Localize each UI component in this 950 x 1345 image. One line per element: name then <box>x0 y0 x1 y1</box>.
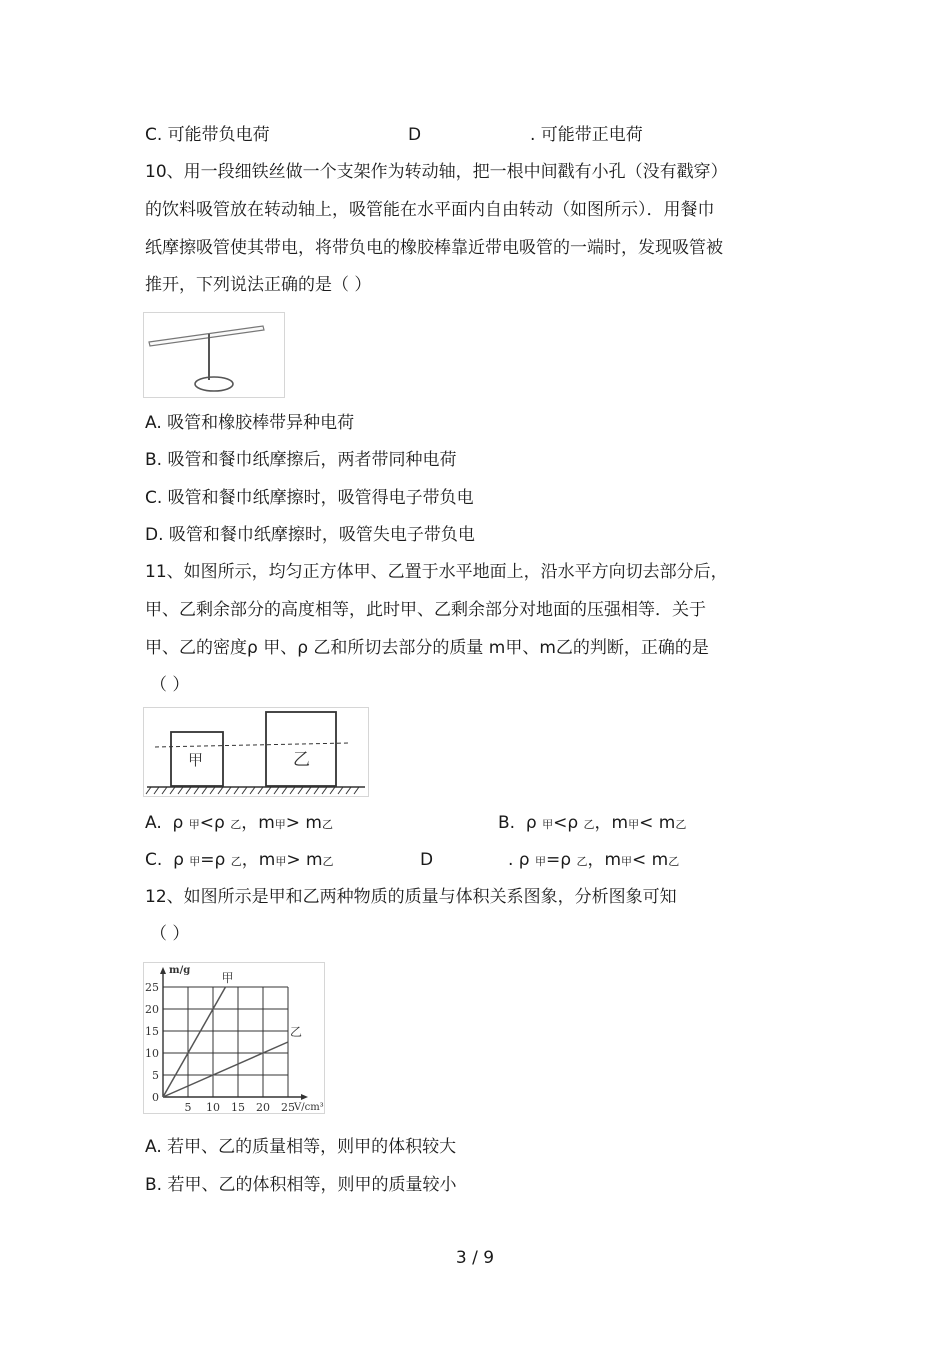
q11-option-a: A. ρ 甲<ρ 乙，m甲> m乙 <box>145 813 333 833</box>
series-line-yi <box>163 1042 288 1097</box>
straw-shape <box>149 326 264 346</box>
q10-stem-line-3: 纸摩擦吸管使其带电，将带负电的橡胶棒靠近带电吸管的一端时，发现吸管被 <box>145 238 723 258</box>
x-axis-arrow <box>301 1094 308 1100</box>
q9-option-c: C. 可能带负电荷 <box>145 125 270 145</box>
q9-option-d-text: . 可能带正电荷 <box>530 125 643 145</box>
x-tick-label: 15 <box>231 1101 245 1114</box>
q9-option-d-letter: D <box>408 125 422 145</box>
pivot-base <box>195 377 233 391</box>
x-tick-label: 10 <box>206 1101 220 1114</box>
cube-jia-label: 甲 <box>188 751 204 769</box>
q11-option-d-letter: D <box>420 850 434 870</box>
q10-option-d: D. 吸管和餐巾纸摩擦时，吸管失电子带负电 <box>145 525 475 545</box>
x-tick-label: 20 <box>256 1101 270 1114</box>
cube-yi-label: 乙 <box>293 750 310 770</box>
q11-stem-line-1: 11、如图所示，均匀正方体甲、乙置于水平地面上，沿水平方向切去部分后， <box>145 562 728 582</box>
y-tick-label: 0 <box>152 1091 159 1104</box>
q11-stem-line-3: 甲、乙的密度ρ 甲、ρ 乙和所切去部分的质量 m甲、m乙的判断，正确的是 <box>145 638 709 658</box>
mass-volume-chart <box>143 962 325 1114</box>
cubes-figure <box>143 707 369 797</box>
y-tick-label: 25 <box>145 981 159 994</box>
ground-hatch <box>146 787 359 794</box>
q10-option-a: A. 吸管和橡胶棒带异种电荷 <box>145 413 355 433</box>
q11-stem-line-4: （ ） <box>150 675 190 695</box>
q11-stem-line-2: 甲、乙剩余部分的高度相等，此时甲、乙剩余部分对地面的压强相等．关于 <box>145 600 706 620</box>
chart-grid <box>163 987 288 1097</box>
q11-option-c: C. ρ 甲=ρ 乙，m甲> m乙 <box>145 850 334 870</box>
q10-option-c: C. 吸管和餐巾纸摩擦时，吸管得电子带负电 <box>145 488 474 508</box>
cut-line <box>155 743 349 747</box>
cube-yi <box>266 712 336 786</box>
y-axis-arrow <box>160 967 166 974</box>
x-tick-label: 5 <box>184 1101 192 1114</box>
q10-option-b: B. 吸管和餐巾纸摩擦后，两者带同种电荷 <box>145 450 457 470</box>
y-tick-label: 15 <box>145 1025 159 1038</box>
x-tick-label: 25 <box>281 1101 295 1114</box>
y-tick-label: 20 <box>145 1003 159 1016</box>
q10-stem-line-1: 10、用一段细铁丝做一个支架作为转动轴，把一根中间戳有小孔（没有戳穿） <box>145 162 728 182</box>
y-tick-label: 10 <box>145 1047 159 1060</box>
q12-stem-line-1: 12、如图所示是甲和乙两种物质的质量与体积关系图象，分析图象可知 <box>145 887 677 907</box>
straw-pivot-figure <box>143 312 285 398</box>
q11-option-b: B. ρ 甲<ρ 乙，m甲< m乙 <box>498 813 687 833</box>
x-axis-label: V/cm³ <box>294 1102 324 1113</box>
page-number: 3 / 9 <box>455 1248 495 1268</box>
q10-stem-line-4: 推开，下列说法正确的是（ ） <box>145 275 372 295</box>
q10-stem-line-2: 的饮料吸管放在转动轴上，吸管能在水平面内自由转动（如图所示）．用餐巾 <box>145 200 715 220</box>
series-line-jia <box>163 987 226 1097</box>
q12-stem-line-2: （ ） <box>150 924 190 944</box>
q12-option-b: B. 若甲、乙的体积相等，则甲的质量较小 <box>145 1175 457 1195</box>
y-axis-label: m/g <box>169 965 191 976</box>
series-label-yi: 乙 <box>290 1025 303 1039</box>
q12-option-a: A. 若甲、乙的质量相等，则甲的体积较大 <box>145 1137 457 1157</box>
series-label-jia: 甲 <box>221 971 234 985</box>
y-tick-label: 5 <box>152 1069 159 1082</box>
q11-option-d: . ρ 甲=ρ 乙，m甲< m乙 <box>508 850 680 870</box>
